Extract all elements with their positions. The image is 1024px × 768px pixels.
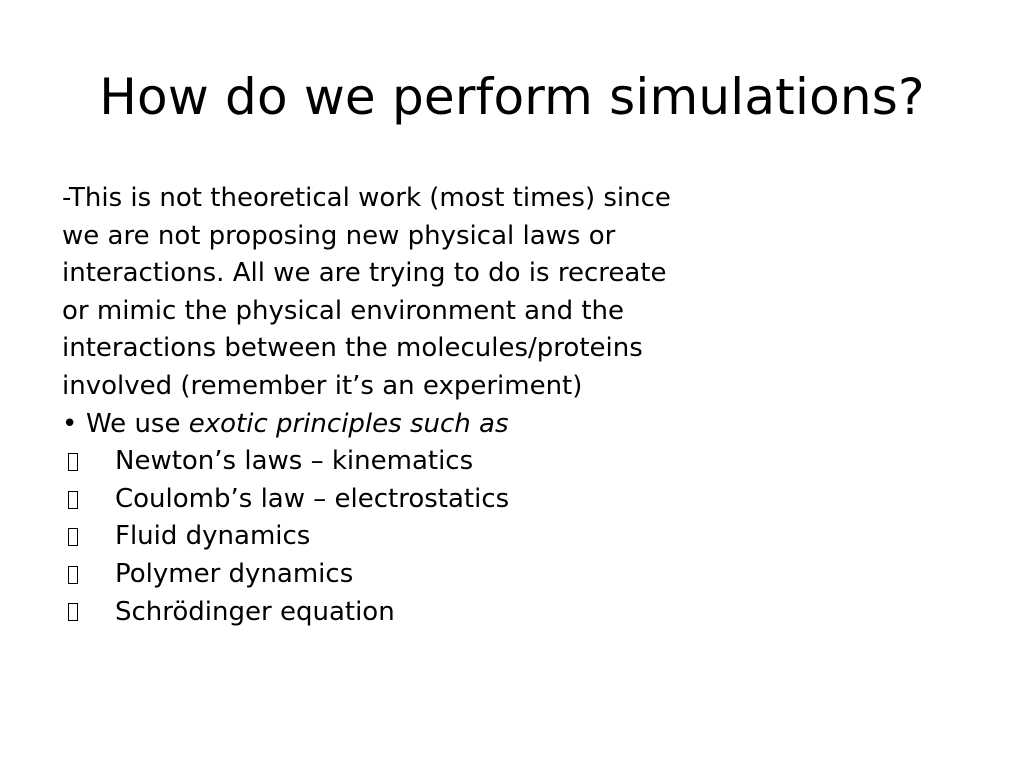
paragraph-line: -This is not theoretical work (most times) since [62,183,671,213]
paragraph-line: interactions. All we are trying to do is recreate [62,258,667,289]
list-item [62,443,762,481]
principles-list [62,443,762,631]
bullet-dot-icon: • [62,408,78,439]
principle-label: Polymer dynamics [115,558,354,589]
bullet-emphasis-text: exotic principles such as [188,408,509,439]
list-item [62,518,762,556]
bullet-prefix-text: We use [86,408,181,439]
missing-glyph-box-icon [68,491,78,509]
slide-body [62,180,762,631]
principle-label: Schrödinger equation [115,596,395,627]
principle-label: Newton’s laws – kinematics [115,446,474,477]
list-item [62,481,762,519]
missing-glyph-box-icon [68,566,78,584]
paragraph-line: involved (remember it’s an experiment) [62,370,583,401]
bullet-item [62,406,762,444]
paragraph-line: we are not proposing new physical laws or [62,220,616,251]
missing-glyph-box-icon [68,528,78,546]
principle-label: Fluid dynamics [115,521,311,552]
paragraph-line: interactions between the molecules/proteins [62,333,643,364]
missing-glyph-box-icon [68,603,78,621]
list-item [62,594,762,632]
list-item [62,556,762,594]
slide-title: How do we perform simulations? [99,68,925,126]
principle-label: Coulomb’s law – electrostatics [115,483,510,514]
paragraph-line: or mimic the physical environment and the [62,295,625,326]
missing-glyph-box-icon [68,453,78,471]
